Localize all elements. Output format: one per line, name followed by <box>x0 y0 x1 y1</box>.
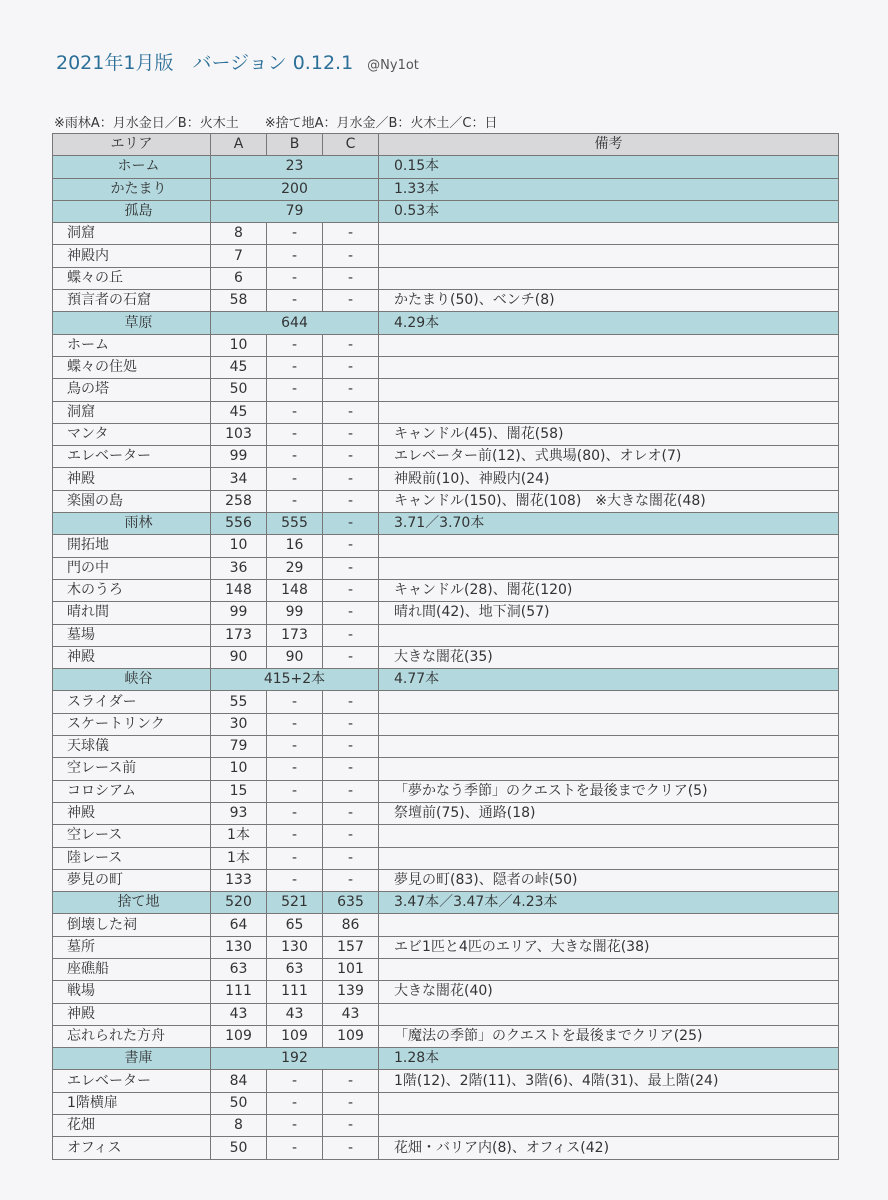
note-cell <box>379 267 839 289</box>
count-a-cell: 1本 <box>211 825 267 847</box>
count-a-cell: 99 <box>211 446 267 468</box>
area-name-cell: 神殿 <box>53 802 211 824</box>
table-row <box>53 490 839 512</box>
area-name-cell: 開拓地 <box>53 535 211 557</box>
count-a-cell: 556 <box>211 513 267 535</box>
count-a-cell: 99 <box>211 602 267 624</box>
area-row <box>53 200 839 222</box>
count-b-cell: 555 <box>267 513 323 535</box>
note-cell: 「夢かなう季節」のクエストを最後までクリア(5) <box>379 780 839 802</box>
area-name-cell: エレベーター <box>53 446 211 468</box>
area-name-cell: 神殿 <box>53 468 211 490</box>
area-name-cell: マンタ <box>53 423 211 445</box>
count-c-cell: - <box>323 624 379 646</box>
count-b-cell: - <box>267 691 323 713</box>
note-cell <box>379 825 839 847</box>
note-cell <box>379 401 839 423</box>
note-cell <box>379 245 839 267</box>
table-row <box>53 736 839 758</box>
count-a-cell: 10 <box>211 758 267 780</box>
count-c-cell: - <box>323 780 379 802</box>
count-c-cell: - <box>323 1115 379 1137</box>
area-name-cell: 天球儀 <box>53 736 211 758</box>
count-b-cell: - <box>267 290 323 312</box>
count-a-cell: 50 <box>211 1137 267 1159</box>
count-c-cell: - <box>323 825 379 847</box>
count-a-cell: 173 <box>211 624 267 646</box>
count-b-cell: - <box>267 713 323 735</box>
area-row <box>53 1048 839 1070</box>
note-cell: 4.77本 <box>379 669 839 691</box>
note-cell: キャンドル(150)、闇花(108) ※大きな闇花(48) <box>379 490 839 512</box>
area-row <box>53 669 839 691</box>
note-cell: キャンドル(45)、闇花(58) <box>379 423 839 445</box>
header-area: エリア <box>53 134 211 156</box>
note-cell <box>379 535 839 557</box>
count-b-cell: - <box>267 401 323 423</box>
count-c-cell: 43 <box>323 1003 379 1025</box>
note-cell: 花畑・バリア内(8)、オフィス(42) <box>379 1137 839 1159</box>
count-b-cell: - <box>267 446 323 468</box>
count-a-cell: 45 <box>211 401 267 423</box>
table-row <box>53 1115 839 1137</box>
area-row <box>53 892 839 914</box>
count-b-cell: 109 <box>267 1025 323 1047</box>
table-header-row <box>53 134 839 156</box>
count-a-cell: 43 <box>211 1003 267 1025</box>
count-a-cell: 64 <box>211 914 267 936</box>
area-row <box>53 156 839 178</box>
table-row <box>53 1137 839 1159</box>
area-name-cell: 書庫 <box>53 1048 211 1070</box>
count-a-cell: 7 <box>211 245 267 267</box>
table-row <box>53 579 839 601</box>
count-a-cell: 45 <box>211 356 267 378</box>
count-b-cell: - <box>267 356 323 378</box>
table-row <box>53 401 839 423</box>
area-name-cell: 花畑 <box>53 1115 211 1137</box>
count-b-cell: - <box>267 1092 323 1114</box>
count-c-cell: - <box>323 758 379 780</box>
count-c-cell: - <box>323 379 379 401</box>
count-c-cell: - <box>323 1092 379 1114</box>
count-c-cell: - <box>323 691 379 713</box>
count-b-cell: - <box>267 780 323 802</box>
count-a-cell: 8 <box>211 1115 267 1137</box>
count-a-cell: 148 <box>211 579 267 601</box>
count-c-cell: - <box>323 579 379 601</box>
merged-count-cell: 192 <box>211 1048 379 1070</box>
candle-count-table <box>52 133 839 1160</box>
table-row <box>53 1025 839 1047</box>
note-cell: かたまり(50)、ベンチ(8) <box>379 290 839 312</box>
count-b-cell: - <box>267 379 323 401</box>
table-row <box>53 245 839 267</box>
note-cell: 神殿前(10)、神殿内(24) <box>379 468 839 490</box>
note-cell <box>379 758 839 780</box>
table-row <box>53 223 839 245</box>
table-row <box>53 691 839 713</box>
count-b-cell: - <box>267 490 323 512</box>
header-c: C <box>323 134 379 156</box>
area-name-cell: 1階横扉 <box>53 1092 211 1114</box>
table-row <box>53 356 839 378</box>
table-row <box>53 602 839 624</box>
count-c-cell: - <box>323 267 379 289</box>
note-cell <box>379 713 839 735</box>
count-c-cell: - <box>323 713 379 735</box>
count-a-cell: 63 <box>211 958 267 980</box>
area-name-cell: スライダー <box>53 691 211 713</box>
count-a-cell: 520 <box>211 892 267 914</box>
area-name-cell: 捨て地 <box>53 892 211 914</box>
count-b-cell: 521 <box>267 892 323 914</box>
count-b-cell: - <box>267 825 323 847</box>
count-c-cell: 635 <box>323 892 379 914</box>
count-b-cell: 130 <box>267 936 323 958</box>
table-row <box>53 624 839 646</box>
note-cell: 「魔法の季節」のクエストを最後までクリア(25) <box>379 1025 839 1047</box>
note-cell: エビ1匹と4匹のエリア、大きな闇花(38) <box>379 936 839 958</box>
merged-count-cell: 644 <box>211 312 379 334</box>
merged-count-cell: 23 <box>211 156 379 178</box>
area-name-cell: 晴れ間 <box>53 602 211 624</box>
count-c-cell: - <box>323 802 379 824</box>
count-b-cell: - <box>267 245 323 267</box>
note-cell <box>379 847 839 869</box>
count-b-cell: 63 <box>267 958 323 980</box>
table-row <box>53 334 839 356</box>
area-name-cell: 蝶々の丘 <box>53 267 211 289</box>
note-cell <box>379 736 839 758</box>
area-name-cell: 戦場 <box>53 981 211 1003</box>
note-cell <box>379 356 839 378</box>
count-b-cell: - <box>267 1070 323 1092</box>
area-name-cell: 雨林 <box>53 513 211 535</box>
count-c-cell: - <box>323 334 379 356</box>
count-a-cell: 84 <box>211 1070 267 1092</box>
count-c-cell: 86 <box>323 914 379 936</box>
area-name-cell: 陸レース <box>53 847 211 869</box>
table-row <box>53 869 839 891</box>
table-row <box>53 446 839 468</box>
area-name-cell: 楽園の島 <box>53 490 211 512</box>
count-a-cell: 133 <box>211 869 267 891</box>
count-c-cell: - <box>323 736 379 758</box>
area-name-cell: 孤島 <box>53 200 211 222</box>
note-cell <box>379 1115 839 1137</box>
count-a-cell: 30 <box>211 713 267 735</box>
table-row <box>53 758 839 780</box>
count-b-cell: - <box>267 423 323 445</box>
count-a-cell: 79 <box>211 736 267 758</box>
note-cell: 0.53本 <box>379 200 839 222</box>
area-name-cell: エレベーター <box>53 1070 211 1092</box>
note-cell: 1階(12)、2階(11)、3階(6)、4階(31)、最上階(24) <box>379 1070 839 1092</box>
count-a-cell: 111 <box>211 981 267 1003</box>
table-row <box>53 379 839 401</box>
table-row <box>53 646 839 668</box>
count-b-cell: 111 <box>267 981 323 1003</box>
author-handle: @Ny1ot <box>367 58 419 73</box>
count-b-cell: - <box>267 1137 323 1159</box>
title-text: 2021年1月版 バージョン 0.12.1 <box>56 52 354 74</box>
header-a: A <box>211 134 267 156</box>
count-a-cell: 34 <box>211 468 267 490</box>
merged-count-cell: 415+2本 <box>211 669 379 691</box>
count-a-cell: 109 <box>211 1025 267 1047</box>
area-name-cell: ホーム <box>53 156 211 178</box>
merged-count-cell: 79 <box>211 200 379 222</box>
area-name-cell: 神殿 <box>53 646 211 668</box>
count-c-cell: - <box>323 869 379 891</box>
count-c-cell: - <box>323 223 379 245</box>
note-cell <box>379 624 839 646</box>
table-row <box>53 557 839 579</box>
area-name-cell: 預言者の石窟 <box>53 290 211 312</box>
note-cell <box>379 691 839 713</box>
count-c-cell: - <box>323 401 379 423</box>
count-a-cell: 36 <box>211 557 267 579</box>
count-b-cell: 148 <box>267 579 323 601</box>
note-cell <box>379 557 839 579</box>
count-a-cell: 1本 <box>211 847 267 869</box>
count-a-cell: 103 <box>211 423 267 445</box>
count-a-cell: 50 <box>211 379 267 401</box>
note-cell: 祭壇前(75)、通路(18) <box>379 802 839 824</box>
count-b-cell: 16 <box>267 535 323 557</box>
header-notes: 備考 <box>379 134 839 156</box>
count-c-cell: - <box>323 468 379 490</box>
count-a-cell: 55 <box>211 691 267 713</box>
merged-count-cell: 200 <box>211 178 379 200</box>
area-name-cell: 神殿内 <box>53 245 211 267</box>
area-name-cell: 木のうろ <box>53 579 211 601</box>
count-c-cell: - <box>323 290 379 312</box>
area-name-cell: ホーム <box>53 334 211 356</box>
count-b-cell: - <box>267 802 323 824</box>
note-cell: 夢見の町(83)、隠者の峠(50) <box>379 869 839 891</box>
count-a-cell: 90 <box>211 646 267 668</box>
count-b-cell: - <box>267 869 323 891</box>
count-c-cell: - <box>323 513 379 535</box>
table-row <box>53 267 839 289</box>
note-cell: エレベーター前(12)、式典場(80)、オレオ(7) <box>379 446 839 468</box>
table-row <box>53 1003 839 1025</box>
count-c-cell: - <box>323 423 379 445</box>
area-name-cell: コロシアム <box>53 780 211 802</box>
note-cell: 4.29本 <box>379 312 839 334</box>
area-name-cell: 倒壊した祠 <box>53 914 211 936</box>
count-b-cell: - <box>267 334 323 356</box>
area-name-cell: オフィス <box>53 1137 211 1159</box>
count-a-cell: 93 <box>211 802 267 824</box>
note-cell: 晴れ間(42)、地下洞(57) <box>379 602 839 624</box>
count-a-cell: 258 <box>211 490 267 512</box>
count-c-cell: 109 <box>323 1025 379 1047</box>
area-name-cell: 忘れられた方舟 <box>53 1025 211 1047</box>
header-b: B <box>267 134 323 156</box>
table-row <box>53 825 839 847</box>
table-row <box>53 1092 839 1114</box>
table-row <box>53 468 839 490</box>
table-row <box>53 981 839 1003</box>
table-row <box>53 290 839 312</box>
note-cell: 1.28本 <box>379 1048 839 1070</box>
note-cell: 1.33本 <box>379 178 839 200</box>
count-c-cell: - <box>323 1137 379 1159</box>
area-name-cell: 門の中 <box>53 557 211 579</box>
count-c-cell: 101 <box>323 958 379 980</box>
count-b-cell: 99 <box>267 602 323 624</box>
count-c-cell: 157 <box>323 936 379 958</box>
table-row <box>53 914 839 936</box>
table-row <box>53 847 839 869</box>
note-cell <box>379 223 839 245</box>
note-cell: 3.71／3.70本 <box>379 513 839 535</box>
count-b-cell: - <box>267 736 323 758</box>
note-cell <box>379 1003 839 1025</box>
count-c-cell: 139 <box>323 981 379 1003</box>
area-name-cell: 鳥の塔 <box>53 379 211 401</box>
note-cell: キャンドル(28)、闇花(120) <box>379 579 839 601</box>
count-a-cell: 10 <box>211 535 267 557</box>
count-b-cell: - <box>267 267 323 289</box>
note-cell: 3.47本／3.47本／4.23本 <box>379 892 839 914</box>
count-a-cell: 50 <box>211 1092 267 1114</box>
table-row <box>53 423 839 445</box>
count-c-cell: - <box>323 490 379 512</box>
area-name-cell: 座礁船 <box>53 958 211 980</box>
table-row <box>53 1070 839 1092</box>
table-row <box>53 936 839 958</box>
count-c-cell: - <box>323 535 379 557</box>
count-b-cell: 29 <box>267 557 323 579</box>
note-cell <box>379 1092 839 1114</box>
count-c-cell: - <box>323 446 379 468</box>
count-b-cell: 173 <box>267 624 323 646</box>
count-b-cell: 90 <box>267 646 323 668</box>
count-a-cell: 10 <box>211 334 267 356</box>
count-b-cell: - <box>267 223 323 245</box>
note-cell <box>379 958 839 980</box>
note-cell: 大きな闇花(35) <box>379 646 839 668</box>
count-c-cell: - <box>323 847 379 869</box>
note-cell <box>379 334 839 356</box>
count-a-cell: 6 <box>211 267 267 289</box>
area-name-cell: 墓所 <box>53 936 211 958</box>
rainforest-schedule-note: ※雨林A：月水金日／B：火木土 <box>54 116 239 131</box>
page-title <box>56 48 419 75</box>
count-a-cell: 15 <box>211 780 267 802</box>
area-name-cell: 神殿 <box>53 1003 211 1025</box>
wasteland-schedule-note: ※捨て地A：月水金／B：火木土／C：日 <box>264 116 498 131</box>
area-name-cell: 峡谷 <box>53 669 211 691</box>
table-row <box>53 958 839 980</box>
area-name-cell: スケートリンク <box>53 713 211 735</box>
count-b-cell: 43 <box>267 1003 323 1025</box>
note-cell: 大きな闇花(40) <box>379 981 839 1003</box>
table-row <box>53 780 839 802</box>
area-name-cell: 空レース前 <box>53 758 211 780</box>
table-row <box>53 802 839 824</box>
count-c-cell: - <box>323 646 379 668</box>
area-name-cell: 洞窟 <box>53 401 211 423</box>
count-a-cell: 8 <box>211 223 267 245</box>
count-b-cell: - <box>267 847 323 869</box>
count-c-cell: - <box>323 1070 379 1092</box>
count-c-cell: - <box>323 245 379 267</box>
count-b-cell: - <box>267 758 323 780</box>
note-cell <box>379 379 839 401</box>
area-row <box>53 178 839 200</box>
area-name-cell: 洞窟 <box>53 223 211 245</box>
area-name-cell: 草原 <box>53 312 211 334</box>
count-a-cell: 130 <box>211 936 267 958</box>
count-a-cell: 58 <box>211 290 267 312</box>
area-name-cell: 蝶々の住処 <box>53 356 211 378</box>
count-c-cell: - <box>323 602 379 624</box>
table-body <box>53 156 839 1159</box>
area-name-cell: 夢見の町 <box>53 869 211 891</box>
area-name-cell: 墓場 <box>53 624 211 646</box>
count-c-cell: - <box>323 356 379 378</box>
count-c-cell: - <box>323 557 379 579</box>
note-cell <box>379 914 839 936</box>
area-row <box>53 513 839 535</box>
count-b-cell: 65 <box>267 914 323 936</box>
count-b-cell: - <box>267 1115 323 1137</box>
area-name-cell: 空レース <box>53 825 211 847</box>
table-row <box>53 713 839 735</box>
area-row <box>53 312 839 334</box>
note-cell: 0.15本 <box>379 156 839 178</box>
schedule-notes <box>54 112 498 131</box>
area-name-cell: かたまり <box>53 178 211 200</box>
table-row <box>53 535 839 557</box>
count-b-cell: - <box>267 468 323 490</box>
